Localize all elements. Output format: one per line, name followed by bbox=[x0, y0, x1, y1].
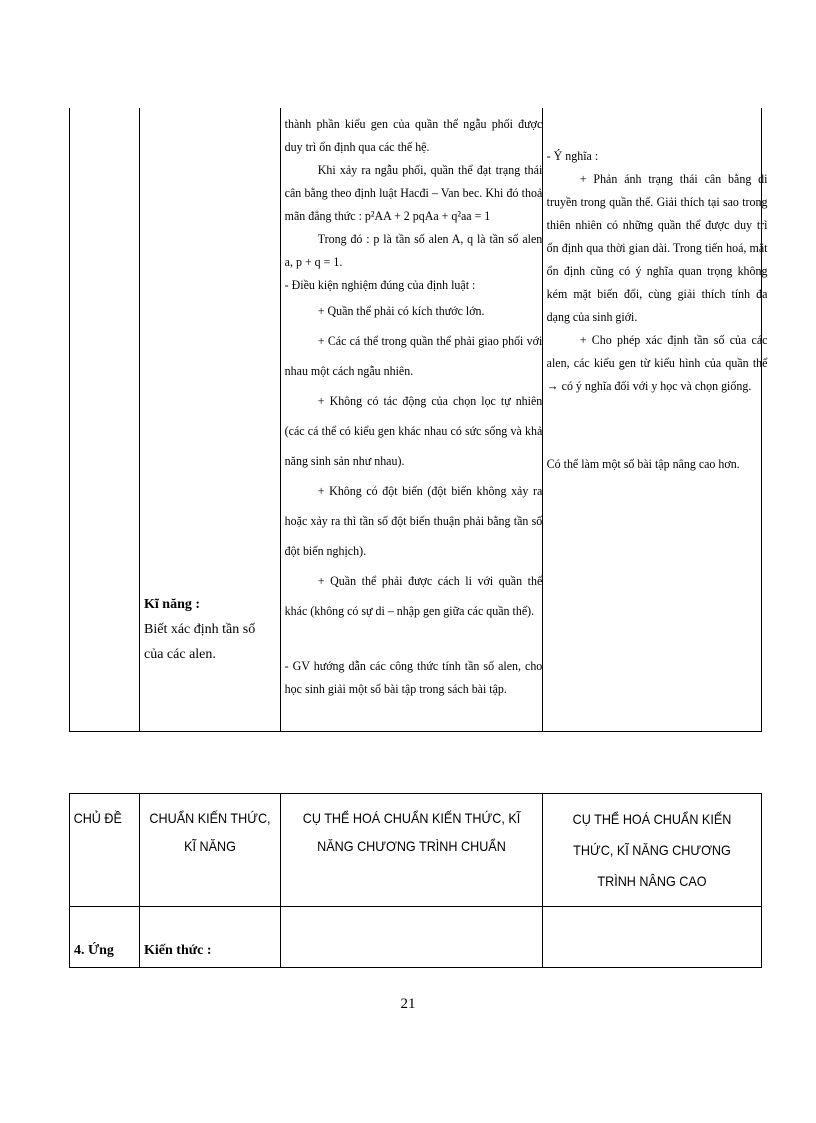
basic-p10: - GV hướng dẫn các công thức tính tần số alen, cho học sinh giải một số bài tập trong sách bài tập. bbox=[284, 658, 543, 696]
header-topic: CHỦ ĐỀ bbox=[73, 810, 122, 826]
basic-p4: - Điều kiện nghiệm đúng của định luật : bbox=[284, 277, 476, 292]
page-number: 21 bbox=[400, 996, 416, 1012]
header-standard: CHUẨN KIẾN THỨC, KĨ NĂNG bbox=[149, 810, 271, 854]
header-cell-topic bbox=[70, 794, 140, 907]
advanced-p3: + Cho phép xác định tần số của các alen, các kiểu gen từ kiểu hình của quần thể → có ý nghĩa đối với y học và chọn giống. bbox=[546, 332, 768, 393]
advanced-program-cell bbox=[543, 108, 768, 732]
topic-cell bbox=[70, 108, 140, 732]
header-advanced: CỤ THỂ HOÁ CHUẨN KIẾN THỨC, KĨ NĂNG CHƯƠNG TRÌNH NÂNG CAO bbox=[572, 811, 732, 889]
row-basic-cell bbox=[281, 907, 543, 968]
header-cell-basic bbox=[281, 794, 543, 907]
basic-p9: + Quần thể phải được cách li với quần thể khác (không có sự di – nhập gen giữa các quần thể). bbox=[284, 573, 543, 618]
basic-p2: Khi xảy ra ngẫu phối, quần thể đạt trạng thái cân bằng theo định luật Hacđi – Van bec. Khi đó thoả mãn đẳng thức : p²AA + 2 pqAa + q²aa = 1 bbox=[284, 162, 543, 223]
header-cell-standard bbox=[140, 794, 281, 907]
header-table bbox=[69, 793, 762, 968]
basic-p1: thành phần kiểu gen của quần thể ngẫu phối được duy trì ổn định qua các thế hệ. bbox=[284, 116, 543, 154]
row-knowledge: Kiến thức : bbox=[144, 943, 212, 958]
row-topic: 4. Ứng bbox=[74, 943, 114, 958]
basic-p3: Trong đó : p là tần số alen A, q là tần số alen a, p + q = 1. bbox=[284, 231, 543, 269]
header-cell-advanced bbox=[543, 794, 762, 907]
basic-p6: + Các cá thể trong quần thể phải giao phối với nhau một cách ngẫu nhiên. bbox=[284, 333, 543, 378]
basic-p7: + Không có tác động của chọn lọc tự nhiên (các cá thể có kiểu gen khác nhau có sức sống và khả năng sinh sản như nhau). bbox=[284, 393, 543, 468]
advanced-p1: - Ý nghĩa : bbox=[546, 148, 599, 163]
header-basic: CỤ THỂ HOÁ CHUẨN KIẾN THỨC, KĨ NĂNG CHƯƠNG TRÌNH CHUẨN bbox=[302, 810, 521, 854]
continuation-table bbox=[69, 108, 768, 732]
skill-title: Kĩ năng : bbox=[144, 597, 201, 612]
basic-p5: + Quần thể phải có kích thước lớn. bbox=[317, 303, 485, 318]
row-advanced-cell bbox=[543, 907, 762, 968]
basic-program-cell bbox=[281, 108, 543, 732]
advanced-p2: + Phản ánh trạng thái cân bằng di truyền trong quần thể. Giải thích tại sao trong thiên nhiên có những quần thể được duy trì ổn định qua thời gian dài. Trong tiến hoá, mặt ổn định cũng có ý nghĩa quan trọng không kém mặt biến đổi, cùng giải thích tính đa dạng của sinh giới. bbox=[546, 171, 768, 324]
row-knowledge-cell bbox=[140, 907, 281, 968]
standard-cell bbox=[140, 108, 281, 732]
row-topic-cell bbox=[70, 907, 140, 968]
advanced-p4: Có thể làm một số bài tập nâng cao hơn. bbox=[546, 456, 740, 471]
basic-p8: + Không có đột biến (đột biến không xảy ra hoặc xảy ra thì tần số đột biến thuận phải bằng tần số đột biến nghịch). bbox=[284, 483, 543, 558]
skill-text: Biết xác định tần số của các alen. bbox=[144, 622, 256, 662]
